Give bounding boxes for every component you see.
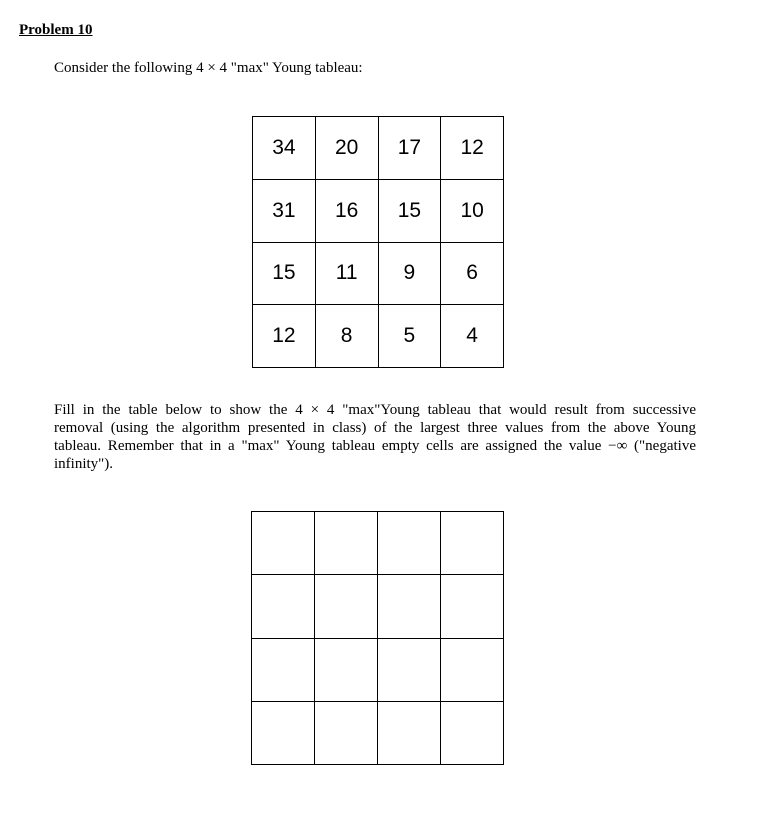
tableau-cell: 15 <box>378 179 441 242</box>
answer-cell[interactable] <box>378 638 441 701</box>
answer-cell[interactable] <box>252 638 315 701</box>
instructions-line: infinity"). <box>54 456 114 472</box>
answer-cell[interactable] <box>252 512 315 575</box>
tableau-cell: 31 <box>253 179 316 242</box>
tableau-cell: 15 <box>253 242 316 305</box>
tableau-row <box>253 117 504 180</box>
tableau-row <box>253 305 504 368</box>
tableau-cell: 5 <box>378 305 441 368</box>
answer-cell[interactable] <box>315 701 378 764</box>
answer-row <box>252 638 504 701</box>
answer-cell[interactable] <box>441 638 504 701</box>
tableau-cell: 9 <box>378 242 441 305</box>
answer-cell[interactable] <box>315 638 378 701</box>
answer-cell[interactable] <box>378 575 441 638</box>
instructions-text <box>54 401 696 473</box>
answer-row <box>252 701 504 764</box>
tableau-cell: 34 <box>253 117 316 180</box>
tableau-row <box>253 179 504 242</box>
instructions-line: tableau. Remember that in a "max" Young tableau empty cells are assigned the value −∞ ("negative <box>54 438 696 454</box>
answer-cell[interactable] <box>315 575 378 638</box>
tableau-row <box>253 242 504 305</box>
tableau-cell: 4 <box>441 305 504 368</box>
answer-cell[interactable] <box>252 575 315 638</box>
tableau-cell: 6 <box>441 242 504 305</box>
tableau-cell: 8 <box>315 305 378 368</box>
problem-title: Problem 10 <box>19 22 93 38</box>
intro-text: Consider the following 4 × 4 "max" Young tableau: <box>54 60 363 76</box>
answer-cell[interactable] <box>378 512 441 575</box>
answer-young-tableau <box>251 511 504 765</box>
tableau-cell: 16 <box>315 179 378 242</box>
answer-cell[interactable] <box>441 701 504 764</box>
tableau-cell: 11 <box>315 242 378 305</box>
instructions-line: removal (using the algorithm presented in class) of the largest three values from the above Young <box>54 420 696 436</box>
answer-row <box>252 575 504 638</box>
answer-cell[interactable] <box>315 512 378 575</box>
tableau-cell: 10 <box>441 179 504 242</box>
answer-cell[interactable] <box>441 512 504 575</box>
tableau-cell: 12 <box>441 117 504 180</box>
tableau-cell: 12 <box>253 305 316 368</box>
answer-cell[interactable] <box>252 701 315 764</box>
tableau-cell: 20 <box>315 117 378 180</box>
answer-row <box>252 512 504 575</box>
tableau-cell: 17 <box>378 117 441 180</box>
given-young-tableau <box>252 116 504 368</box>
answer-cell[interactable] <box>441 575 504 638</box>
answer-cell[interactable] <box>378 701 441 764</box>
instructions-line: Fill in the table below to show the 4 × 4 "max"Young tableau that would result from successive <box>54 402 696 418</box>
